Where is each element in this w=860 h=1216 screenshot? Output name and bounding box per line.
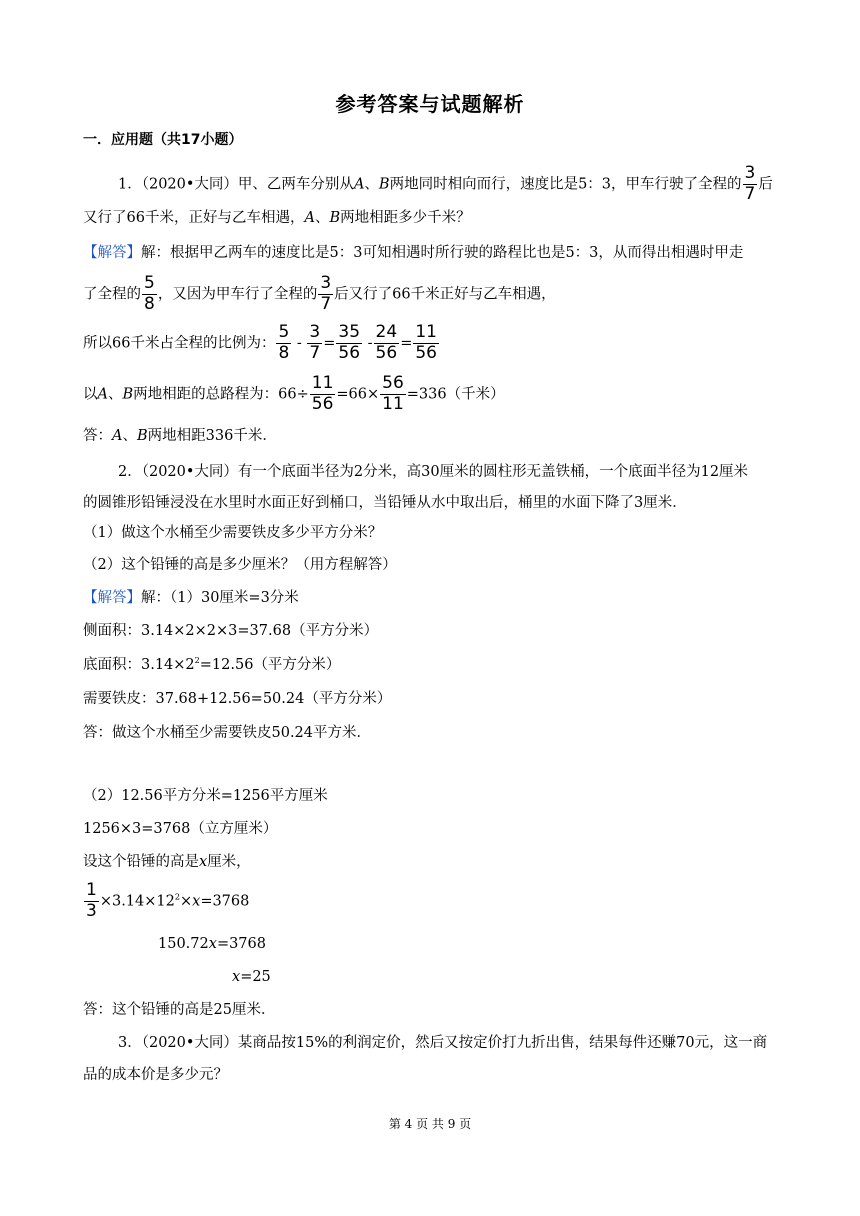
q1-line-2: 又行了66千米，正好与乙车相遇，A、B两地相距多少千米？: [83, 210, 471, 226]
q1-answer-line-2: 了全程的 $\frac{5}{8}$ ，又因为甲车行了全程的 $\frac{3}{7}$ 后又行了66千米正好与乙车相遇，: [83, 273, 556, 314]
fraction: $\frac{1}{3}$: [86, 880, 97, 921]
q1-answer-line-4: 以A、B两地相距的总路程为：66÷ $\frac{11}{56}$ =66× $\frac{56}{11}$ =336（千米）: [83, 373, 505, 414]
q2-answer-line-1: 【解答】解：（1）30厘米=3分米: [83, 590, 299, 606]
q1-final-answer: 答：A、B两地相距336千米．: [83, 428, 277, 444]
section-heading: 一．应用题（共17小题）: [83, 132, 243, 148]
q1-line-1: 1．（2020•大同）甲、乙两车分别从A、B两地同时相向而行，速度比是5：3，甲车行驶了全程的 $\frac{3}{7}$ 后: [118, 163, 773, 204]
q2-answer-line-2: 侧面积：3.14×2×2×3=37.68（平方分米）: [83, 623, 379, 639]
q2-subquestion-1: （1）做这个水桶至少需要铁皮多少平方分米？: [83, 525, 383, 541]
q2-line-1: 2．（2020•大同）有一个底面半径为2分米，高30厘米的圆柱形无盖铁桶，一个底面半径为12厘米: [118, 464, 749, 480]
q2-answer-line-3: 底面积：$3.14\times 2^2=12.56$（平方分米）: [83, 656, 341, 673]
q3-line-2: 品的成本价是多少元？: [83, 1067, 228, 1083]
fraction: $\frac{24}{56}$: [375, 322, 398, 363]
q2-equation-1: $\frac{1}{3}$ $\times 3.14\times 12^2\times x=3768$: [86, 880, 250, 921]
fraction: $\frac{3}{7}$: [320, 273, 332, 314]
fraction: $\frac{56}{11}$: [382, 373, 404, 414]
fraction: $\frac{5}{8}$: [278, 322, 290, 363]
q2-part2-line-3: 设这个铅锤的高是x厘米，: [83, 854, 251, 870]
answer-tag: 【解答】: [83, 245, 141, 261]
q2-answer-line-4: 需要铁皮：37.68+12.56=50.24（平方分米）: [83, 691, 392, 707]
q2-equation-3: x=25: [232, 969, 271, 985]
fraction: $\frac{11}{56}$: [311, 373, 334, 414]
fraction: $\frac{11}{56}$: [415, 322, 437, 363]
answer-tag: 【解答】: [83, 590, 141, 606]
fraction: $\frac{5}{8}$: [144, 273, 155, 314]
page-title: 参考答案与试题解析: [335, 92, 525, 116]
q1-answer-line-3: 所以66千米占全程的比例为： $\frac{5}{8}$ - $\frac{3}{7}$ = $\frac{35}{56}$ - $\frac{24}{56}$ = $\frac{11}{56}$: [83, 322, 437, 363]
q2-answer-line-5: 答：做这个水桶至少需要铁皮50.24平方米．: [83, 725, 372, 741]
fraction: $\frac{3}{7}$: [744, 163, 756, 204]
q3-line-1: 3．（2020•大同）某商品按15%的利润定价，然后又按定价打九折出售，结果每件还赚70元，这一商: [118, 1035, 768, 1051]
q1-answer-line-1: 【解答】解：根据甲乙两车的速度比是5：3可知相遇时所行驶的路程比也是5：3，从而得出相遇时甲走: [83, 245, 744, 261]
q2-final-answer: 答：这个铅锤的高是25厘米．: [83, 1002, 276, 1018]
q2-equation-2: 150.72x=3768: [158, 936, 266, 952]
q2-part2-line-2: 1256×3=3768（立方厘米）: [83, 821, 278, 837]
q2-part2-line-1: （2）12.56平方分米=1256平方厘米: [83, 788, 328, 804]
fraction: $\frac{35}{56}$: [338, 322, 361, 363]
page-footer: 第 4 页 共 9 页: [388, 1117, 472, 1131]
q2-subquestion-2: （2）这个铅锤的高是多少厘米？（用方程解答）: [83, 557, 397, 573]
q2-line-2: 的圆锥形铅锤浸没在水里时水面正好到桶口，当铅锤从水中取出后，桶里的水面下降了3厘米．: [83, 495, 687, 511]
fraction: $\frac{3}{7}$: [309, 322, 321, 363]
